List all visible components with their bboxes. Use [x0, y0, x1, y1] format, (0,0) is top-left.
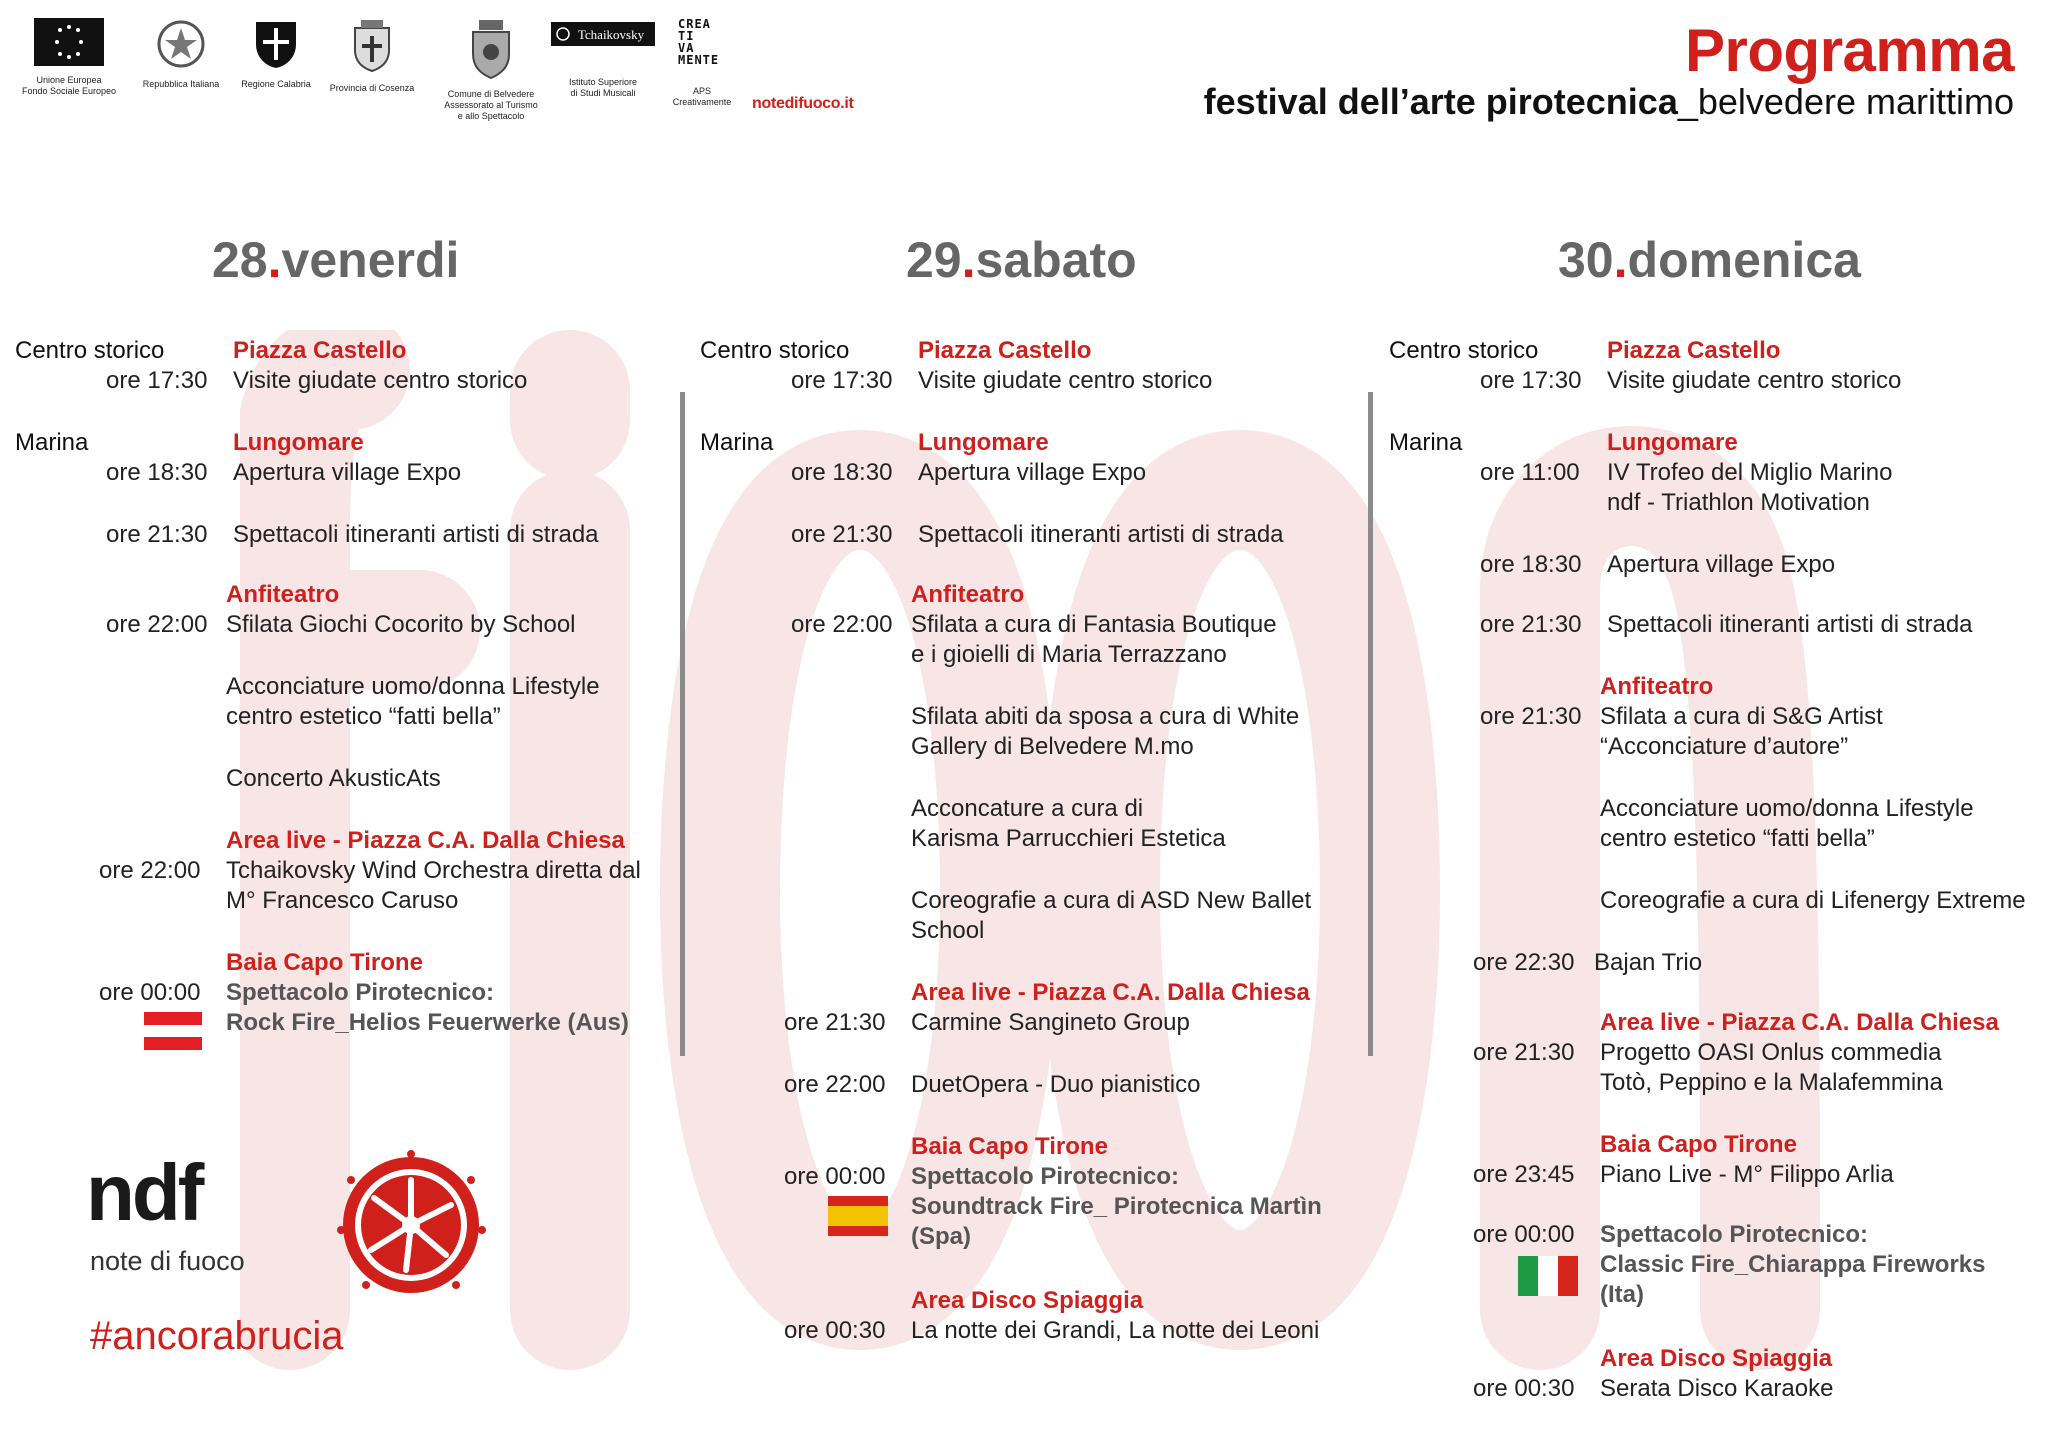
logo-belvedere: Comune di Belvedere Assessorato al Turismo e allo Spettacolo	[426, 18, 556, 122]
event-text: Gallery di Belvedere M.mo	[911, 733, 1194, 760]
venue-label: Piazza Castello	[918, 337, 1092, 364]
tchaikovsky-logo-text: Tchaikovsky	[577, 27, 645, 42]
event-text: “Acconciature d’autore”	[1600, 733, 1849, 760]
logo-cosenza: Provincia di Cosenza	[322, 18, 422, 94]
venue-label: Anfiteatro	[1600, 673, 1714, 700]
event-text: ndf - Triathlon Motivation	[1607, 489, 1870, 516]
event-time: ore 17:30	[791, 367, 893, 394]
venue-label: Area live - Piazza C.A. Dalla Chiesa	[1600, 1009, 1999, 1036]
event-text: Spettacoli itineranti artisti di strada	[1607, 611, 1973, 638]
event-text: Spettacoli itineranti artisti di strada	[918, 521, 1284, 548]
event-text: Serata Disco Karaoke	[1600, 1375, 1834, 1402]
event-time: ore 21:30	[1480, 703, 1582, 730]
fireworks-text: (Spa)	[911, 1223, 971, 1250]
brand-hashtag: #ancorabrucia	[90, 1314, 344, 1358]
day-heading-28: 28.venerdi	[212, 232, 460, 288]
event-time: ore 17:30	[106, 367, 208, 394]
venue-label: Piazza Castello	[1607, 337, 1781, 364]
page-title: Programma	[1685, 17, 2014, 84]
event-text: Karisma Parrucchieri Estetica	[911, 825, 1226, 852]
event-time: ore 18:30	[106, 459, 208, 486]
event-text: Concerto AkusticAts	[226, 765, 441, 792]
location-label: Centro storico	[700, 337, 850, 364]
venue-label: Area live - Piazza C.A. Dalla Chiesa	[226, 827, 625, 854]
event-text: Acconcature a cura di	[911, 795, 1144, 822]
logo-repubblica: Repubblica Italiana	[136, 18, 226, 90]
event-text: M° Francesco Caruso	[226, 887, 459, 914]
event-text: IV Trofeo del Miglio Marino	[1607, 459, 1893, 486]
event-text: Acconciature uomo/donna Lifestyle	[1600, 795, 1974, 822]
day-heading-30: 30.domenica	[1558, 232, 1861, 288]
fire-wheel-logo-icon	[336, 1150, 486, 1300]
website-link[interactable]: notedifuoco.it	[752, 95, 854, 112]
location-label: Centro storico	[1389, 337, 1539, 364]
event-text: Visite giudate centro storico	[233, 367, 528, 394]
column-divider	[680, 392, 685, 1056]
event-text: Sfilata a cura di S&G Artist	[1600, 703, 1883, 730]
event-time: ore 21:30	[791, 521, 893, 548]
venue-label: Piazza Castello	[233, 337, 407, 364]
event-time: ore 22:00	[99, 857, 201, 884]
event-time: ore 23:45	[1473, 1161, 1575, 1188]
event-text: Totò, Peppino e la Malafemmina	[1600, 1069, 1943, 1096]
day-heading-29: 29.sabato	[906, 232, 1137, 288]
event-time: ore 22:00	[106, 611, 208, 638]
creativamente-logo-icon: CREA TI VA MENTE	[678, 17, 720, 67]
event-time: ore 22:00	[791, 611, 893, 638]
italian-republic-emblem-icon	[155, 18, 207, 70]
event-text: Sfilata a cura di Fantasia Boutique	[911, 611, 1277, 638]
venue-label: Lungomare	[918, 429, 1049, 456]
event-time: ore 00:00	[784, 1163, 886, 1190]
spain-flag-icon	[828, 1196, 888, 1236]
event-time: ore 21:30	[1480, 611, 1582, 638]
event-text: Apertura village Expo	[1607, 551, 1836, 578]
logo-calabria: Regione Calabria	[236, 18, 316, 90]
event-time: ore 22:00	[784, 1071, 886, 1098]
venue-label: Area Disco Spiaggia	[1600, 1345, 1833, 1372]
location-label: Marina	[1389, 429, 1463, 456]
event-text: School	[911, 917, 985, 944]
event-text: Apertura village Expo	[233, 459, 462, 486]
event-text: Progetto OASI Onlus commedia	[1600, 1039, 1942, 1066]
venue-label: Anfiteatro	[226, 581, 340, 608]
venue-label: Lungomare	[1607, 429, 1738, 456]
logo-creativamente: CREA TI VA MENTE APS Creativamente	[664, 18, 740, 108]
event-time: ore 00:30	[784, 1317, 886, 1344]
event-text: Bajan Trio	[1594, 949, 1703, 976]
event-text: Acconciature uomo/donna Lifestyle	[226, 673, 600, 700]
event-time: ore 17:30	[1480, 367, 1582, 394]
event-text: Coreografie a cura di Lifenergy Extreme	[1600, 887, 2026, 914]
page-subtitle: festival dell’arte pirotecnica_belvedere marittimo	[1203, 81, 2014, 122]
event-text: Spettacoli itineranti artisti di strada	[233, 521, 599, 548]
tchaikovsky-institute-logo-icon	[551, 18, 655, 48]
event-time: ore 21:30	[784, 1009, 886, 1036]
event-time: ore 11:00	[1480, 459, 1580, 486]
logo-eu	[14, 18, 124, 97]
event-text: Carmine Sangineto Group	[911, 1009, 1190, 1036]
fireworks-text: Rock Fire_Helios Feuerwerke (Aus)	[226, 1009, 629, 1036]
event-text: Sfilata abiti da sposa a cura di White	[911, 703, 1300, 730]
logo-caption: Unione Europea Fondo Sociale Europeo	[21, 75, 117, 96]
event-time: ore 21:30	[1473, 1039, 1575, 1066]
venue-label: Area Disco Spiaggia	[911, 1287, 1144, 1314]
event-time: ore 18:30	[791, 459, 893, 486]
location-label: Marina	[15, 429, 89, 456]
venue-label: Baia Capo Tirone	[226, 949, 423, 976]
event-text: Coreografie a cura di ASD New Ballet	[911, 887, 1312, 914]
venue-label: Lungomare	[233, 429, 364, 456]
eu-flag-icon	[34, 18, 104, 66]
fireworks-text: Spettacolo Pirotecnico:	[226, 979, 495, 1006]
event-time: ore 18:30	[1480, 551, 1582, 578]
event-text: DuetOpera - Duo pianistico	[911, 1071, 1201, 1098]
italy-flag-icon	[1518, 1256, 1578, 1296]
event-text: centro estetico “fatti bella”	[226, 703, 501, 730]
event-text: Visite giudate centro storico	[918, 367, 1213, 394]
calabria-region-emblem-icon	[251, 18, 301, 70]
fireworks-text: Spettacolo Pirotecnico:	[911, 1163, 1180, 1190]
cosenza-province-emblem-icon	[347, 18, 397, 74]
fireworks-text: Soundtrack Fire_ Pirotecnica Martìn	[911, 1193, 1322, 1220]
event-time: ore 00:00	[1473, 1221, 1575, 1248]
belvedere-municipality-emblem-icon	[465, 18, 517, 80]
brand-short: ndf	[86, 1148, 202, 1237]
event-time: ore 22:30	[1473, 949, 1575, 976]
event-text: e i gioielli di Maria Terrazzano	[911, 641, 1227, 668]
logo-tchaikovsky: Tchaikovsky Istituto Superiore di Studi Musicali	[538, 18, 668, 99]
event-time: ore 00:00	[99, 979, 201, 1006]
column-divider	[1368, 392, 1373, 1056]
venue-label: Area live - Piazza C.A. Dalla Chiesa	[911, 979, 1310, 1006]
fireworks-text: Spettacolo Pirotecnico:	[1600, 1221, 1869, 1248]
event-text: Visite giudate centro storico	[1607, 367, 1902, 394]
event-text: Sfilata Giochi Cocorito by School	[226, 611, 576, 638]
location-label: Marina	[700, 429, 774, 456]
event-text: Apertura village Expo	[918, 459, 1147, 486]
event-time: ore 00:30	[1473, 1375, 1575, 1402]
venue-label: Anfiteatro	[911, 581, 1025, 608]
location-label: Centro storico	[15, 337, 165, 364]
venue-label: Baia Capo Tirone	[1600, 1131, 1797, 1158]
event-text: Tchaikovsky Wind Orchestra diretta dal	[226, 857, 641, 884]
brand-name: note di fuoco	[90, 1246, 245, 1276]
event-text: centro estetico “fatti bella”	[1600, 825, 1875, 852]
event-text: La notte dei Grandi, La notte dei Leoni	[911, 1317, 1320, 1344]
event-time: ore 21:30	[106, 521, 208, 548]
venue-label: Baia Capo Tirone	[911, 1133, 1108, 1160]
fireworks-text: (Ita)	[1600, 1281, 1644, 1308]
austria-flag-icon	[144, 1012, 202, 1050]
event-text: Piano Live - M° Filippo Arlia	[1600, 1161, 1894, 1188]
fireworks-text: Classic Fire_Chiarappa Fireworks	[1600, 1251, 1986, 1278]
